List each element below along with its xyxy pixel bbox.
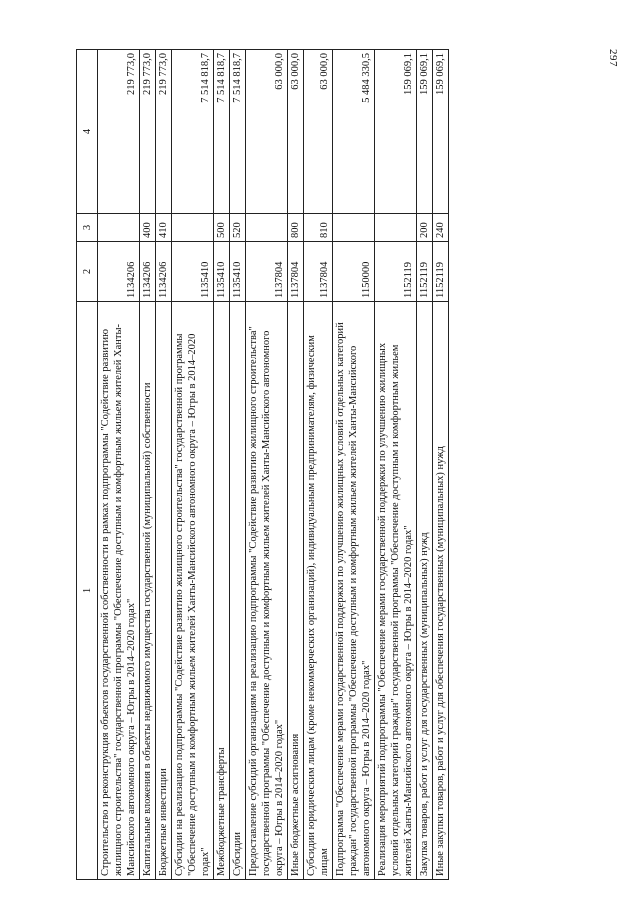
row-code: 1137804 (288, 242, 304, 302)
header-col-4: 4 (77, 50, 98, 214)
row-expense-type (333, 214, 375, 242)
table-body (98, 50, 449, 880)
row-code: 1134206 (156, 242, 172, 302)
row-amount: 7 514 818,7 (214, 50, 230, 214)
table-header-row (77, 50, 98, 880)
row-code: 1152119 (417, 242, 433, 302)
row-amount: 219 773,0 (98, 50, 140, 214)
row-code: 1134206 (140, 242, 156, 302)
row-expense-type: 200 (417, 214, 433, 242)
row-name: Субсидии (230, 302, 246, 880)
table-row (417, 50, 433, 880)
page-number: 297 (607, 49, 619, 67)
header-col-1: 1 (77, 302, 98, 880)
table-row (230, 50, 246, 880)
row-name: Капитальные вложения в объекты недвижимого имущества государственной (муниципальной) собственности (140, 302, 156, 880)
row-name: Закупка товаров, работ и услуг для государственных (муниципальных) нужд (417, 302, 433, 880)
row-expense-type: 520 (230, 214, 246, 242)
row-expense-type (375, 214, 417, 242)
row-name: Межбюджетные трансферты (214, 302, 230, 880)
table-row (156, 50, 172, 880)
table-row (288, 50, 304, 880)
table-row (304, 50, 333, 880)
row-name: Реализация мероприятий подпрограммы "Обеспечение мерами государственной поддержки по улучшению жилищных условий отдельных категорий граждан" государственной программы "Обеспечение доступным и комфортным жильем жителей Ханты-Мансийского автономного округа – Югры в 2014–2020 годах" (375, 302, 417, 880)
row-amount: 7 514 818,7 (230, 50, 246, 214)
row-expense-type: 240 (433, 214, 449, 242)
table-row (140, 50, 156, 880)
row-amount: 63 000,0 (304, 50, 333, 214)
row-amount: 159 069,1 (375, 50, 417, 214)
row-amount: 219 773,0 (140, 50, 156, 214)
row-amount: 63 000,0 (246, 50, 288, 214)
table-row (375, 50, 417, 880)
row-name: Бюджетные инвестиции (156, 302, 172, 880)
row-expense-type (246, 214, 288, 242)
row-amount: 7 514 818,7 (172, 50, 214, 214)
row-code: 1137804 (304, 242, 333, 302)
row-code: 1135410 (230, 242, 246, 302)
row-name: Подпрограмма "Обеспечение мерами государственной поддержки по улучшению жилищных условий отдельных категорий граждан" государственной программы "Обеспечение доступным и комфортным жильем жителей Ханты-Мансийского автономного округа – Югры в 2014–2020 годах" (333, 302, 375, 880)
row-expense-type: 800 (288, 214, 304, 242)
row-code: 1150000 (333, 242, 375, 302)
table-row (98, 50, 140, 880)
budget-table (76, 49, 449, 880)
row-code: 1134206 (98, 242, 140, 302)
row-name: Субсидии на реализацию подпрограммы "Содействие развитию жилищного строительства" государственной программы "Обеспечение доступным и комфортным жильем жителей Ханты-Мансийского автономного округа – Югры в 2014–2020 годах" (172, 302, 214, 880)
row-code: 1135410 (214, 242, 230, 302)
row-name: Иные бюджетные ассигнования (288, 302, 304, 880)
header-col-2: 2 (77, 242, 98, 302)
row-amount: 159 069,1 (417, 50, 433, 214)
row-code: 1137804 (246, 242, 288, 302)
row-expense-type: 810 (304, 214, 333, 242)
row-name: Строительство и реконструкция объектов государственной собственности в рамках подпрограммы "Содействие развитию жилищного строительства" государственной программы "Обеспечение доступным и комфортным жильем жителей Ханты-Мансийского автономного округа – Югры в 2014–2020 годах" (98, 302, 140, 880)
row-name: Иные закупки товаров, работ и услуг для обеспечения государственных (муниципальных) нужд (433, 302, 449, 880)
table-row (172, 50, 214, 880)
row-code: 1135410 (172, 242, 214, 302)
row-amount: 5 484 330,5 (333, 50, 375, 214)
row-amount: 219 773,0 (156, 50, 172, 214)
row-expense-type (172, 214, 214, 242)
budget-table-sheet (76, 50, 449, 880)
row-name: Предоставление субсидий организациям на реализацию подпрограммы "Содействие развитию жилищного строительства" государственной программы "Обеспечение доступным и комфортным жильем жителей Ханты-Мансийского автономного округа – Югры в 2014–2020 годах" (246, 302, 288, 880)
row-code: 1152119 (375, 242, 417, 302)
row-expense-type: 400 (140, 214, 156, 242)
row-name: Субсидии юридическим лицам (кроме некоммерческих организаций), индивидуальным предпринимателям, физическим лицам (304, 302, 333, 880)
table-row (214, 50, 230, 880)
table-row (246, 50, 288, 880)
row-code: 1152119 (433, 242, 449, 302)
row-expense-type: 500 (214, 214, 230, 242)
header-col-3: 3 (77, 214, 98, 242)
table-row (333, 50, 375, 880)
row-expense-type (98, 214, 140, 242)
row-expense-type: 410 (156, 214, 172, 242)
row-amount: 63 000,0 (288, 50, 304, 214)
table-row (433, 50, 449, 880)
row-amount: 159 069,1 (433, 50, 449, 214)
